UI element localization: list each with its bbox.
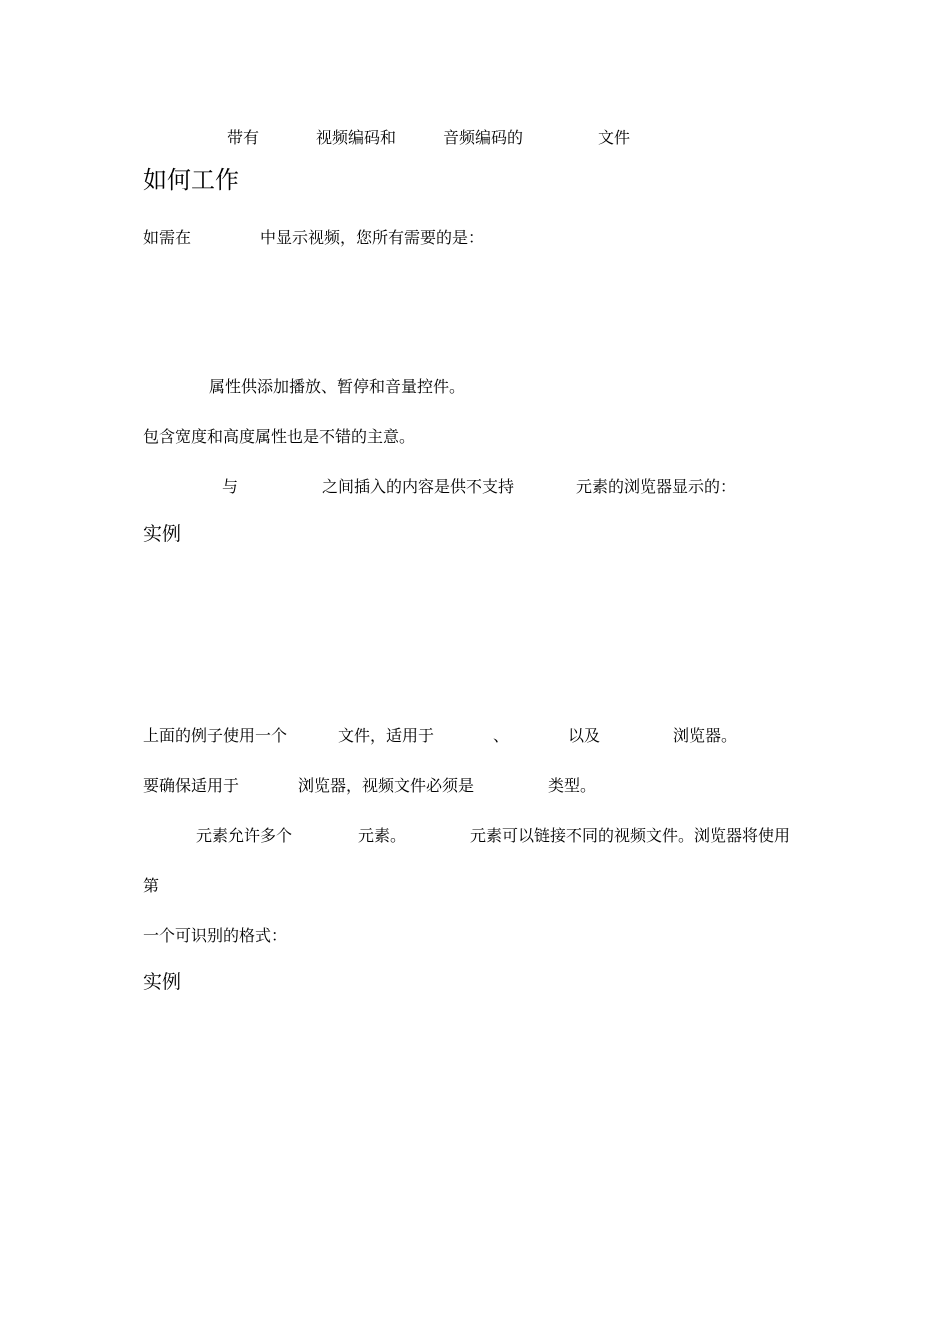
- controls-note: 属性供添加播放、暂停和音量控件。: [209, 377, 466, 396]
- example-desc-fragment-3: 、: [493, 726, 510, 745]
- format-line: 一个可识别的格式：: [143, 926, 288, 945]
- ensure-fragment-2: 浏览器，视频文件必须是: [298, 776, 475, 795]
- fallback-fragment-3: 元素的浏览器显示的：: [576, 477, 737, 496]
- example-desc-fragment-4: 以及: [568, 726, 601, 745]
- heading-fragment-1: 带有: [227, 128, 260, 147]
- fallback-fragment-1: 与: [222, 477, 239, 496]
- source-fragment-2: 元素。: [358, 826, 407, 845]
- example-desc-fragment-5: 浏览器。: [673, 726, 738, 745]
- intro-fragment-2: 中显示视频，您所有需要的是：: [260, 228, 485, 247]
- example-desc-fragment-2: 文件，适用于: [338, 726, 435, 745]
- source-fragment-3: 元素可以链接不同的视频文件。浏览器将使用: [470, 826, 791, 845]
- section-title: 如何工作: [143, 166, 239, 194]
- example-label-1: 实例: [143, 523, 182, 545]
- example-desc-fragment-1: 上面的例子使用一个: [143, 726, 288, 745]
- heading-fragment-2: 视频编码和: [316, 128, 397, 147]
- source-fragment-1: 元素允许多个: [196, 826, 293, 845]
- size-note: 包含宽度和高度属性也是不错的主意。: [143, 427, 416, 446]
- ensure-fragment-3: 类型。: [548, 776, 597, 795]
- heading-fragment-4: 文件: [598, 128, 631, 147]
- ensure-fragment-1: 要确保适用于: [143, 776, 240, 795]
- example-label-2: 实例: [143, 971, 182, 993]
- continuation-char: 第: [143, 876, 160, 895]
- intro-fragment-1: 如需在: [143, 228, 192, 247]
- heading-fragment-3: 音频编码的: [443, 128, 524, 147]
- fallback-fragment-2: 之间插入的内容是供不支持: [322, 477, 515, 496]
